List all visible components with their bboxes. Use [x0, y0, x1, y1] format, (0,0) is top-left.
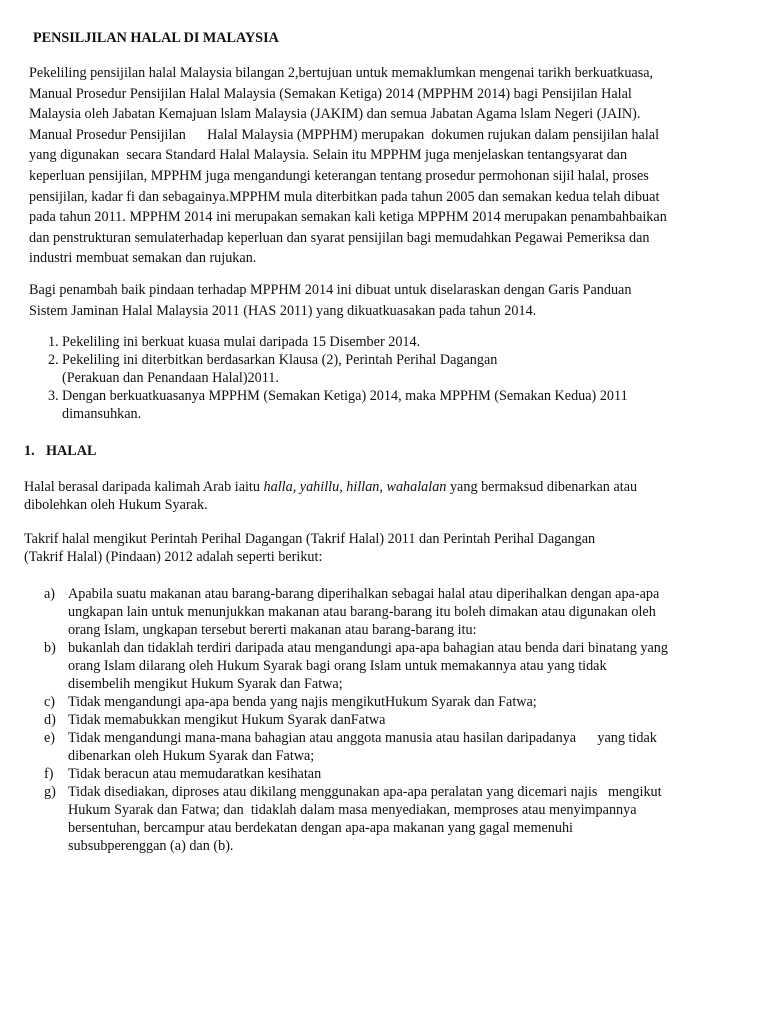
item-text: Tidak disediakan, diproses atau dikilang menggunakan apa-apa peralatan yang dicemari najis mengikut — [68, 784, 662, 800]
amendment-paragraph — [29, 280, 631, 321]
intro-line: pensijilan, kadar fi dan sebagainya.MPPHM mula diterbitkan pada tahun 2005 dan semakan kedua telah dibuat — [29, 188, 660, 205]
intro-line: industri membuat semakan dan rujukan. — [29, 250, 257, 267]
definition-text: yang bermaksud dibenarkan atau — [446, 479, 638, 495]
intro-line: yang digunakan secara Standard Halal Malaysia. Selain itu MPPHM juga menjelaskan tentangsyarat dan — [29, 147, 628, 164]
definition-line: dibolehkan oleh Hukum Syarak. — [24, 497, 208, 513]
intro-line: Malaysia oleh Jabatan Kemajuan lslam Malaysia (JAKIM) dan semua Jabatan Agama lslam Negeri (JAIN). — [29, 106, 641, 123]
intro-line: Manual Prosedur Pensijilan Halal Malaysia (MPPHM) merupakan dokumen rujukan dalam pensijilan halal — [29, 126, 660, 143]
separator: , — [379, 479, 387, 495]
item-text: dibenarkan oleh Hukum Syarak dan Fatwa; — [68, 748, 315, 764]
item-text: bersentuhan, bercampur atau berdekatan dengan apa-apa makanan yang gagal memenuhi — [68, 820, 574, 836]
item-text: subsubperenggan (a) dan (b). — [68, 838, 234, 854]
item-text: Pekeliling ini diterbitkan berdasarkan Klausa (2), Perintah Perihal Dagangan — [62, 352, 498, 368]
section-number: 1. — [24, 443, 35, 459]
intro-line: keperluan pensijilan, MPPHM juga mengandungi keterangan tentang prosedur permohonan sijil halal, proses — [29, 167, 649, 184]
item-number: 1. — [48, 334, 59, 350]
takrif-paragraph — [24, 530, 595, 566]
arabic-term: hillan — [346, 479, 380, 495]
intro-line: dan penstrukturan semulaterhadap keperluan dan syarat pensijilan bagi memudahkan Pegawai Pemeriksa dan — [29, 229, 650, 246]
intro-line: Manual Prosedur Pensijilan Halal Malaysia (Semakan Ketiga) 2014 (MPPHM 2014) bagi Pensijilan Halal — [29, 85, 632, 102]
item-text: (Perakuan dan Penandaan Halal)2011. — [62, 370, 279, 386]
item-text: Dengan berkuatkuasanya MPPHM (Semakan Ketiga) 2014, maka MPPHM (Semakan Kedua) 2011 — [62, 388, 628, 404]
amendment-line: Sistem Jaminan Halal Malaysia 2011 (HAS 2011) yang dikuatkuasakan pada tahun 2014. — [29, 302, 537, 319]
item-text: ungkapan lain untuk menunjukkan makanan atau barang-barang itu boleh dimakan atau digunakan oleh — [68, 604, 656, 620]
criteria-item — [44, 693, 668, 711]
item-marker: g) — [44, 784, 56, 800]
document-title: PENSILJILAN HALAL DI MALAYSIA — [33, 30, 279, 46]
section-title: HALAL — [46, 443, 97, 459]
numbered-item — [48, 387, 628, 423]
item-text: Hukum Syarak dan Fatwa; dan tidaklah dalam masa menyediakan, memproses atau menyimpannya — [68, 802, 637, 818]
item-marker: f) — [44, 766, 54, 782]
halal-definition-paragraph — [24, 478, 637, 514]
criteria-item — [44, 639, 668, 693]
item-text: disembelih mengikut Hukum Syarak dan Fatwa; — [68, 676, 343, 692]
item-marker: d) — [44, 712, 56, 728]
criteria-item — [44, 783, 668, 855]
criteria-item — [44, 765, 668, 783]
arabic-term: yahillu — [299, 479, 340, 495]
amendment-line: Bagi penambah baik pindaan terhadap MPPHM 2014 ini dibuat untuk diselaraskan dengan Garis Panduan — [29, 282, 632, 298]
item-text: Tidak mengandungi apa-apa benda yang najis mengikutHukum Syarak dan Fatwa; — [68, 694, 537, 710]
item-text: Tidak beracun atau memudaratkan kesihatan — [68, 766, 322, 782]
numbered-list — [48, 333, 628, 423]
section-heading — [24, 442, 96, 460]
criteria-item — [44, 729, 668, 765]
item-text: bukanlah dan tidaklah terdiri daripada atau mengandungi apa-apa bahagian atau benda dari binatang yang — [68, 640, 668, 656]
definition-line — [24, 478, 637, 496]
item-number: 3. — [48, 388, 59, 404]
intro-paragraph — [29, 63, 667, 269]
item-text: orang Islam, ungkapan tersebut bererti makanan atau barang-barang itu: — [68, 622, 477, 638]
numbered-item — [48, 351, 628, 387]
takrif-line: Takrif halal mengikut Perintah Perihal Dagangan (Takrif Halal) 2011 dan Perintah Perihal Dagangan — [24, 531, 596, 547]
item-marker: a) — [44, 586, 56, 602]
item-text: Tidak memabukkan mengikut Hukum Syarak danFatwa — [68, 712, 386, 728]
item-text: Apabila suatu makanan atau barang-barang diperihalkan sebagai halal atau diperihalkan dengan apa-apa — [68, 586, 660, 602]
intro-line: pada tahun 2011. MPPHM 2014 ini merupakan semakan kali ketiga MPPHM 2014 merupakan penambahbaikan — [29, 209, 667, 226]
criteria-item — [44, 711, 668, 729]
takrif-line: (Takrif Halal) (Pindaan) 2012 adalah seperti berikut: — [24, 549, 323, 565]
item-text: Pekeliling ini berkuat kuasa mulai daripada 15 Disember 2014. — [62, 334, 421, 350]
numbered-item — [48, 333, 628, 351]
item-text: dimansuhkan. — [62, 406, 142, 422]
criteria-list — [44, 585, 668, 855]
item-marker: e) — [44, 730, 56, 746]
item-marker: b) — [44, 640, 56, 656]
arabic-term: halla — [263, 479, 293, 495]
item-number: 2. — [48, 352, 59, 368]
arabic-term: wahalalan — [386, 479, 447, 495]
definition-text: Halal berasal daripada kalimah Arab iaitu — [24, 479, 264, 495]
intro-line: Pekeliling pensijilan halal Malaysia bilangan 2,bertujuan untuk memaklumkan mengenai tarikh berkuatkuasa, — [29, 65, 654, 81]
item-marker: c) — [44, 694, 56, 710]
separator: , — [339, 479, 347, 495]
item-text: Tidak mengandungi mana-mana bahagian atau anggota manusia atau hasilan daripadanya yang tidak — [68, 730, 657, 746]
criteria-item — [44, 585, 668, 639]
separator: , — [292, 479, 300, 495]
item-text: orang Islam dilarang oleh Hukum Syarak bagi orang Islam untuk memakannya atau yang tidak — [68, 658, 607, 674]
